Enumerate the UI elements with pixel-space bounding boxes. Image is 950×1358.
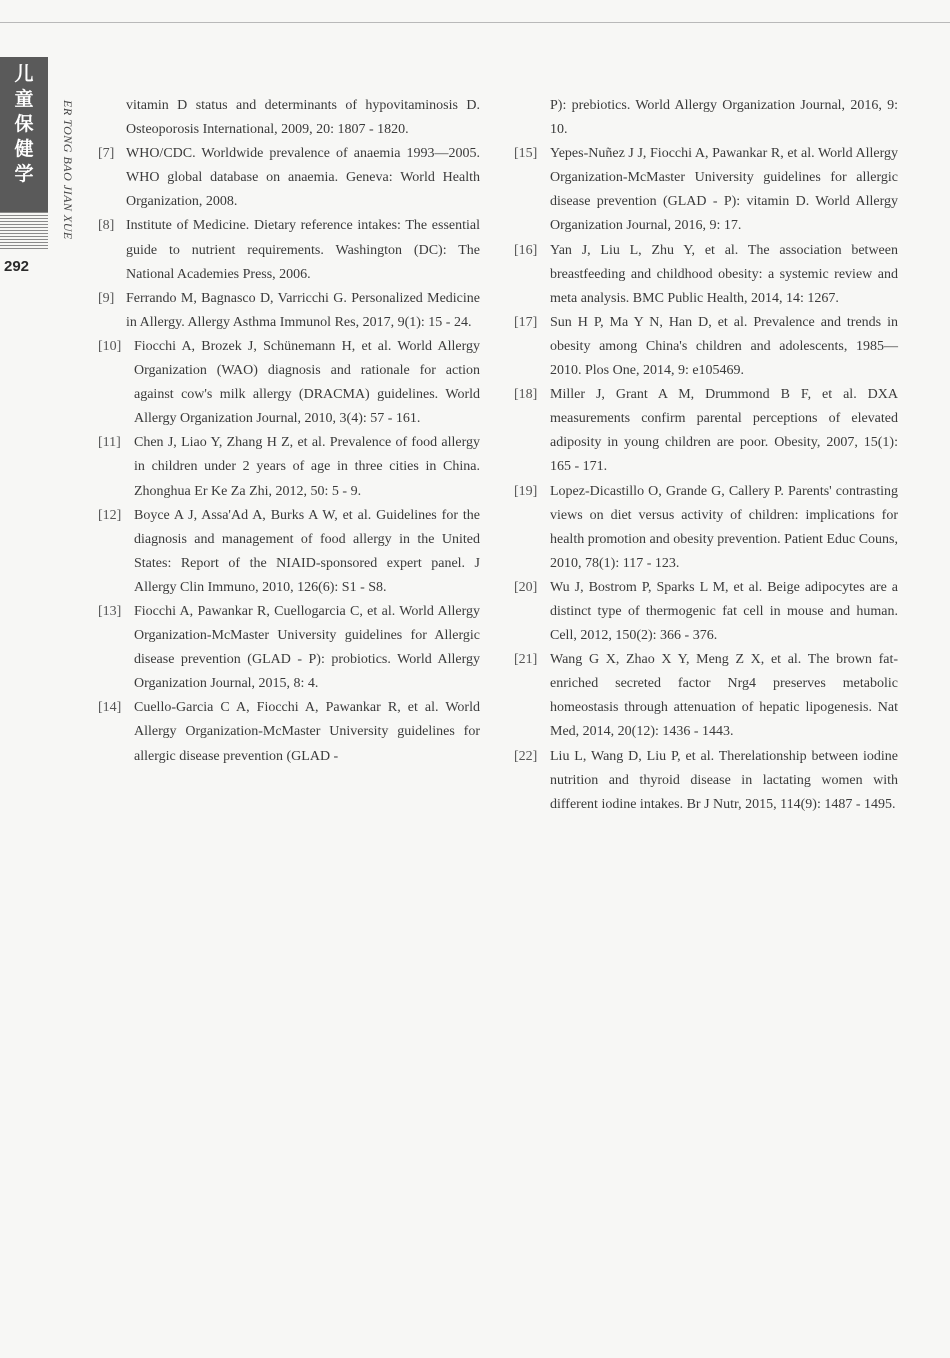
- reference-item: [98, 696, 480, 768]
- reference-text: Yepes-Nuñez J J, Fiocchi A, Pawankar R, et al. World Allergy Organization-McMaster University guidelines for allergic disease prevention (GLAD - P): vitamin D. World Allergy Organization Journal, 2016, 9: 17.: [550, 146, 898, 234]
- journal-title-char: 保: [14, 113, 34, 135]
- reference-number: [11]: [98, 435, 121, 451]
- reference-item: [514, 745, 898, 817]
- reference-text: Wang G X, Zhao X Y, Meng Z X, et al. The brown fat-enriched secreted factor Nrg4 preserves metabolic homeostasis through attenuation of hepatic lipogenesis. Nat Med, 2014, 20(12): 1436 - 1443.: [550, 652, 898, 740]
- right-reference-column: [514, 94, 898, 817]
- reference-text: Lopez-Dicastillo O, Grande G, Callery P. Parents' contrasting views on diet versus activity of children: implications for health promotion and obesity prevention. Patient Educ Couns, 2010, 78(1): 117 - 123.: [550, 483, 898, 571]
- reference-item: [98, 335, 480, 431]
- reference-item: [514, 311, 898, 383]
- journal-title-en: ER TONG BAO JIAN XUE: [61, 100, 75, 240]
- reference-item: [98, 287, 480, 335]
- reference-text: Institute of Medicine. Dietary reference intakes: The essential guide to nutrient requirements. Washington (DC): The National Academies Press, 2006.: [126, 218, 480, 282]
- reference-text: Ferrando M, Bagnasco D, Varricchi G. Personalized Medicine in Allergy. Allergy Asthma Immunol Res, 2017, 9(1): 15 - 24.: [126, 290, 480, 330]
- reference-text: Cuello-Garcia C A, Fiocchi A, Pawankar R, et al. World Allergy Organization-McMaster University guidelines for allergic disease prevention (GLAD -: [134, 700, 480, 764]
- reference-number: [21]: [514, 652, 538, 668]
- reference-number: [15]: [514, 146, 538, 162]
- reference-text: Sun H P, Ma Y N, Han D, et al. Prevalence and trends in obesity among China's children and adolescents, 1985—2010. Plos One, 2014, 9: e105469.: [550, 314, 898, 379]
- reference-text: Miller J, Grant A M, Drummond B F, et al. DXA measurements confirm parental perceptions of elevated adiposity in young children are poor. Obesity, 2007, 15(1): 165 - 171.: [550, 387, 898, 475]
- reference-item: [514, 383, 898, 479]
- reference-item: [514, 239, 898, 311]
- reference-number: [20]: [514, 579, 538, 595]
- reference-item: [514, 648, 898, 744]
- reference-text: vitamin D status and determinants of hypovitaminosis D. Osteoporosis International, 2009, 20: 1807 - 1820.: [126, 98, 480, 138]
- reference-number: [12]: [98, 507, 122, 523]
- reference-number: [9]: [98, 290, 115, 306]
- page-number: 292: [4, 258, 30, 275]
- reference-item: [98, 431, 480, 503]
- reference-number: [17]: [514, 314, 538, 330]
- reference-item: [514, 94, 898, 142]
- reference-item: [514, 480, 898, 576]
- reference-number: [10]: [98, 338, 122, 354]
- reference-item: [514, 142, 898, 238]
- reference-text: WHO/CDC. Worldwide prevalence of anaemia 1993—2005. WHO global database on anaemia. Geneva: World Health Organization, 2008.: [126, 146, 480, 210]
- reference-text: Chen J, Liao Y, Zhang H Z, et al. Prevalence of food allergy in children under 2 years of age in three cities in China. Zhonghua Er Ke Za Zhi, 2012, 50: 5 - 9.: [134, 435, 480, 499]
- reference-item: [98, 142, 480, 214]
- reference-text: Fiocchi A, Brozek J, Schünemann H, et al. World Allergy Organization (WAO) diagnosis and rationale for action against cow's milk allergy (DRACMA) guidelines. World Allergy Organization Journal, 2010, 3(4): 57 - 161.: [134, 338, 480, 427]
- reference-number: [14]: [98, 700, 122, 716]
- reference-text: Liu L, Wang D, Liu P, et al. Therelationship between iodine nutrition and thyroid disease in lactating women with different iodine intakes. Br J Nutr, 2015, 114(9): 1487 - 1495.: [550, 748, 898, 812]
- journal-title-char: 学: [14, 163, 34, 185]
- journal-title-char: 儿: [14, 63, 34, 85]
- reference-number: [19]: [514, 483, 538, 499]
- reference-item: [98, 214, 480, 286]
- reference-text: P): prebiotics. World Allergy Organization Journal, 2016, 9: 10.: [550, 98, 898, 138]
- reference-text: Fiocchi A, Pawankar R, Cuellogarcia C, et al. World Allergy Organization-McMaster University guidelines for Allergic disease prevention (GLAD - P): probiotics. World Allergy Organization Journal, 2015, 8: 4.: [134, 603, 480, 692]
- reference-item: [514, 576, 898, 648]
- reference-text: Yan J, Liu L, Zhu Y, et al. The association between breastfeeding and childhood obesity: a systemic review and meta analysis. BMC Public Health, 2014, 14: 1267.: [550, 242, 898, 306]
- reference-item: [98, 600, 480, 696]
- reference-number: [18]: [514, 387, 538, 403]
- journal-title-cn: [14, 62, 34, 187]
- reference-number: [8]: [98, 218, 115, 234]
- reference-item: [98, 94, 480, 142]
- side-decorative-lines: [0, 212, 48, 250]
- left-reference-column: [98, 94, 480, 769]
- reference-number: [7]: [98, 146, 115, 162]
- header-rule: [0, 22, 950, 23]
- reference-number: [13]: [98, 603, 122, 619]
- journal-title-char: 健: [14, 138, 34, 160]
- reference-item: [98, 504, 480, 600]
- reference-number: [22]: [514, 748, 538, 764]
- reference-text: Wu J, Bostrom P, Sparks L M, et al. Beige adipocytes are a distinct type of thermogenic fat cell in mouse and human. Cell, 2012, 150(2): 366 - 376.: [550, 579, 898, 644]
- reference-number: [16]: [514, 242, 538, 258]
- journal-title-char: 童: [14, 88, 34, 110]
- reference-text: Boyce A J, Assa'Ad A, Burks A W, et al. Guidelines for the diagnosis and management of food allergy in the United States: Report of the NIAID-sponsored expert panel. J Allergy Clin Immuno, 2010, 126(6): S1 - S8.: [134, 507, 480, 595]
